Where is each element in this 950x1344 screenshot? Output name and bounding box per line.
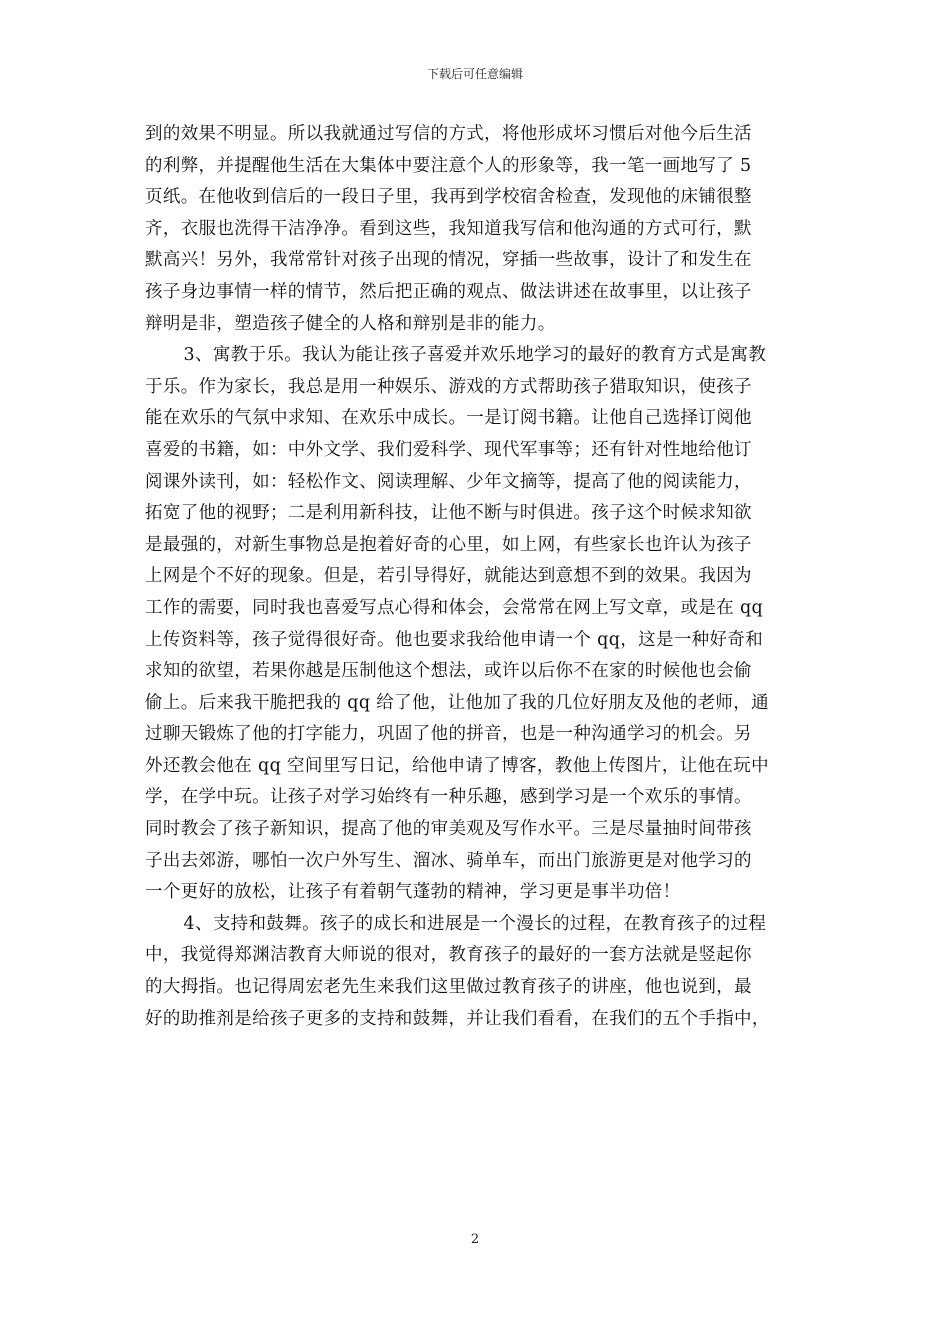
paragraph-section-3: 3、寓教于乐。我认为能让孩子喜爱并欢乐地学习的最好的教育方式是寓教 于乐。作为家长，我总是用一种娱乐、游戏的方式帮助孩子猎取知识，使孩子 能在欢乐的气氛中求知、在欢乐中成长。一是订阅书籍。让他自己选择订阅他 喜爱的书籍，如：中外文学、我们爱科学、现代军事等；还有针对性地给他订 阅课外读刊，如：轻松作文、阅读理解、少年文摘等，提高了他的阅读能力， 拓宽了他的视野；二是利用新科技，让他不断与时俱进。孩子这个时候求知欲 是最强的，对新生事物总是抱着好奇的心里，如上网，有些家长也许认为孩子 上网是个不好的现象。但是，若引导得好，就能达到意想不到的效果。我因为 工作的需要，同时我也喜爱写点心得和体会，会常常在网上写文章，或是在 qq 上传资料等，孩子觉得很好奇。他也要求我给他申请一个 qq，这是一种好奇和 求知的欲望，若果你越是压制他这个想法，或许以后你不在家的时候他也会偷 偷上。后来我干脆把我的 qq 给了他，让他加了我的几位好朋友及他的老师，通 过聊天锻炼了他的打字能力，巩固了他的拼音，也是一种沟通学习的机会。另 外还教会他在 qq 空间里写日记，给他申请了博客，教他上传图片，让他在玩中 学，在学中玩。让孩子对学习始终有一种乐趣，感到学习是一个欢乐的事情。 同时教会了孩子新知识，提高了他的审美观及写作水平。三是尽量抽时间带孩 子出去郊游，哪怕一次户外写生、溜冰、骑单车，而出门旅游更是对他学习的 一个更好的放松，让孩子有着朝气蓬勃的精神，学习更是事半功倍！ (145, 345, 769, 903)
page-header: 下载后可任意编辑 (426, 67, 523, 81)
paragraph-continuation: 到的效果不明显。所以我就通过写信的方式，将他形成坏习惯后对他今后生活 的利弊，并提醒他生活在大集体中要注意个人的形象等，我一笔一画地写了 5 页纸。在他收到信后的一段日子里，我再到学校宿舍检查，发现他的床铺很整 齐，衣服也洗得干洁净净。看到这些，我知道我写信和他沟通的方式可行，默 默高兴！另外，我常常针对孩子出现的情况，穿插一些故事，设计了和发生在 孩子身边事情一样的情节，然后把正确的观点、做法讲述在故事里，以让孩子 辩明是非，塑造孩子健全的人格和辩别是非的能力。 (145, 124, 752, 334)
document-body (145, 119, 810, 1035)
paragraph-section-4: 4、支持和鼓舞。孩子的成长和进展是一个漫长的过程，在教育孩子的过程 中，我觉得郑渊洁教育大师说的很对，教育孩子的最好的一套方法就是竖起你 的大拇指。也记得周宏老先生来我们这里做过教育孩子的讲座，他也说到，最 好的助推剂是给孩子更多的支持和鼓舞，并让我们看看，在我们的五个手指中， (145, 913, 770, 1029)
page-number: 2 (470, 1232, 480, 1247)
